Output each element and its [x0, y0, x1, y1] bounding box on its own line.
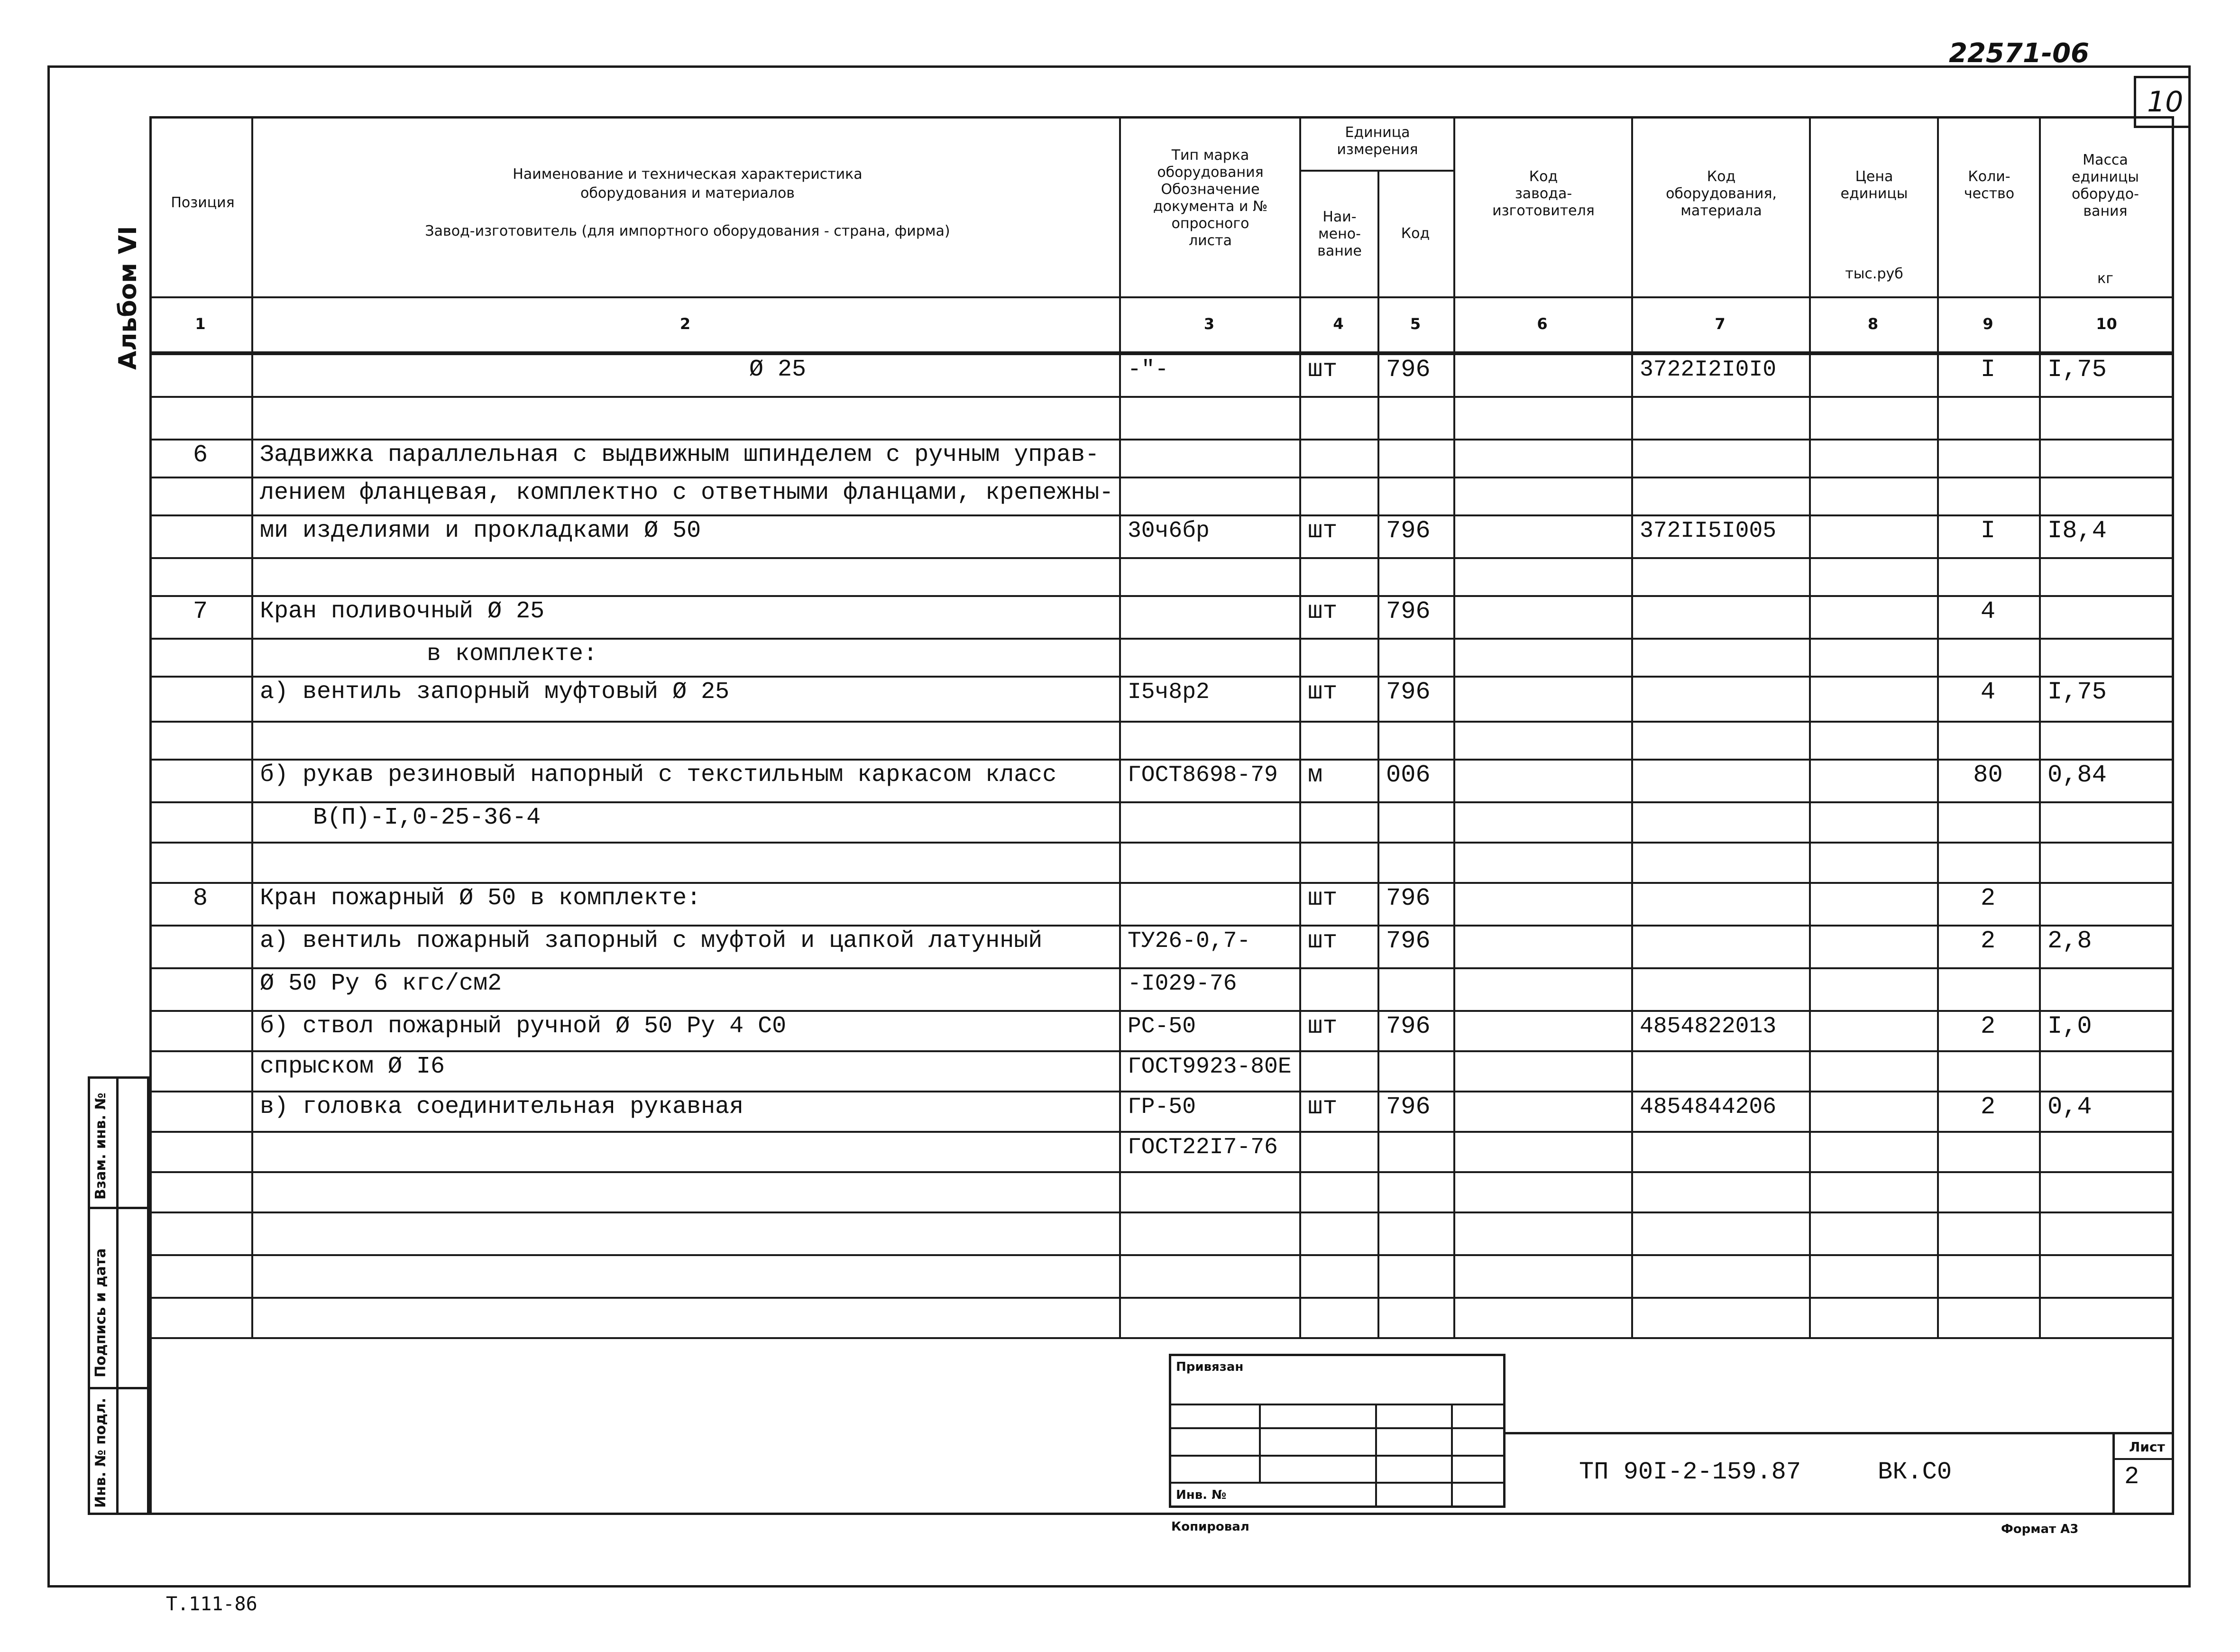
row-unit: шт [1308, 356, 1338, 384]
column-line [2039, 116, 2041, 1337]
column-line [1299, 116, 1301, 1337]
row-line [149, 1010, 2174, 1012]
row-line [149, 676, 2174, 678]
column-number: 3 [1203, 315, 1215, 333]
row-type: -I029-76 [1128, 971, 1237, 997]
row-line [149, 882, 2174, 884]
row-name: лением фланцевая, комплектно с ответными фланцами, крепежны- [260, 479, 1114, 506]
row-equipment-code: 4854822013 [1640, 1014, 1777, 1039]
stamp-line [1506, 1432, 2174, 1434]
header-position: Позиция [171, 194, 235, 211]
column-number: 6 [1537, 315, 1548, 333]
row-mass: I,75 [2047, 678, 2107, 706]
column-line [1631, 116, 1633, 1337]
row-line [149, 477, 2174, 478]
row-type: ГОСТ9923-80Е [1128, 1054, 1292, 1080]
doc-code: ТП 90I-2-159.87 [1579, 1458, 1801, 1486]
row-equipment-code: 3722I2I0I0 [1640, 357, 1777, 383]
row-unit: шт [1308, 517, 1338, 545]
row-type: ТУ26-0,7- [1128, 928, 1251, 954]
row-line [149, 1297, 2174, 1299]
side-stamp-line [88, 1207, 149, 1209]
header-mass-unit: кг [2097, 270, 2113, 287]
header-quantity: Коли- чество [1964, 168, 2015, 202]
row-name: Ø 50 Ру 6 кгс/см2 [260, 970, 502, 997]
row-equipment-code: 372II5I005 [1640, 518, 1777, 544]
header-name-line2: оборудования и материалов [580, 185, 795, 202]
row-mass: I,0 [2047, 1012, 2092, 1040]
row-line [149, 638, 2174, 640]
row-name: б) ствол пожарный ручной Ø 50 Ру 4 С0 [260, 1013, 787, 1040]
row-name: а) вентиль запорный муфтовый Ø 25 [260, 679, 730, 706]
row-name: В(П)-I,0-25-36-4 [313, 804, 541, 831]
stamp-line [1169, 1482, 1506, 1484]
column-number: 2 [679, 315, 691, 333]
inv-no-label: Инв. № [1176, 1488, 1227, 1502]
row-type: ГОСТ8698-79 [1128, 762, 1278, 788]
header-mass: Масса единицы оборудо- вания [2072, 152, 2139, 220]
row-line [149, 925, 2174, 927]
side-stamp-divider [116, 1076, 119, 1515]
row-unit-code: 796 [1386, 1093, 1431, 1121]
column-number: 7 [1715, 315, 1726, 333]
header-type: Тип марка оборудования Обозначение документа и № опросного листа [1153, 147, 1268, 249]
row-line [149, 967, 2174, 969]
row-line [149, 1171, 2174, 1173]
row-quantity: I [1980, 356, 1996, 384]
row-quantity: I [1980, 517, 1996, 545]
row-line [149, 595, 2174, 597]
column-line [1377, 171, 1379, 1337]
row-line [149, 396, 2174, 398]
row-equipment-code: 4854844206 [1640, 1094, 1777, 1120]
row-quantity: 2 [1980, 927, 1996, 955]
row-mass: I,75 [2047, 356, 2107, 384]
row-mass: I8,4 [2047, 517, 2107, 545]
column-number: 9 [1983, 315, 1993, 333]
column-number: 5 [1410, 315, 1421, 333]
sheet-number: 2 [2124, 1463, 2139, 1491]
row-unit-code: 006 [1386, 761, 1431, 789]
row-unit-code: 796 [1386, 597, 1431, 625]
row-name: Задвижка параллельная с выдвижным шпинделем с ручным управ- [260, 441, 1100, 468]
row-position: 7 [193, 597, 208, 625]
row-line [149, 759, 2174, 761]
row-line [149, 721, 2174, 723]
row-line [149, 1091, 2174, 1092]
doc-number: 22571-06 [1949, 38, 2089, 69]
header-price: Цена единицы [1840, 168, 1908, 202]
unit-group-line [1299, 170, 1453, 172]
row-unit-code: 796 [1386, 927, 1431, 955]
privyazan-label: Привязан [1176, 1360, 1244, 1374]
side-label-vzam: Взам. инв. № [92, 1092, 109, 1200]
column-number: 4 [1333, 315, 1344, 333]
stamp-vline [1375, 1404, 1377, 1505]
column-number: 8 [1867, 315, 1879, 333]
row-line [149, 842, 2174, 844]
section-code: ВК.С0 [1878, 1458, 1952, 1486]
header-plant-code: Код завода- изготовителя [1492, 168, 1595, 219]
row-name: в комплекте: [427, 641, 598, 668]
side-label-inv-podl: Инв. № подл. [92, 1397, 109, 1508]
row-name: Кран поливочный Ø 25 [260, 598, 545, 625]
row-line [149, 1050, 2174, 1052]
row-unit-code: 796 [1386, 517, 1431, 545]
form-code: Т.111-86 [166, 1593, 257, 1615]
row-line [149, 439, 2174, 441]
row-quantity: 4 [1980, 678, 1996, 706]
page-mark: 10 [2147, 85, 2184, 119]
row-mass: 0,4 [2047, 1093, 2092, 1121]
privyazan-block [1169, 1354, 1506, 1508]
row-name: в) головка соединительная рукавная [260, 1093, 744, 1120]
row-unit: м [1308, 761, 1323, 789]
row-line [149, 1254, 2174, 1256]
album-label: Альбом VI [114, 226, 142, 370]
row-unit-code: 796 [1386, 884, 1431, 912]
row-quantity: 4 [1980, 597, 1996, 625]
column-line [1809, 116, 1811, 1337]
stamp-vline [1259, 1404, 1261, 1482]
side-stamp-line [88, 1387, 149, 1389]
header-price-unit: тыс.руб [1845, 266, 1903, 282]
stamp-line [1169, 1455, 1506, 1457]
row-position: 6 [193, 441, 208, 469]
row-name: спрыском Ø I6 [260, 1053, 445, 1080]
column-line [251, 116, 253, 1337]
row-type: -"- [1128, 357, 1169, 383]
row-unit: шт [1308, 927, 1338, 955]
stamp-line [1169, 1404, 1506, 1405]
header-unit-group: Единица измерения [1337, 124, 1418, 158]
row-quantity: 2 [1980, 884, 1996, 912]
header-unit-code: Код [1401, 225, 1430, 242]
header-unit-name: Наи- мено- вание [1317, 209, 1362, 259]
row-line [149, 296, 2174, 298]
row-name: б) рукав резиновый напорный с текстильным каркасом класс [260, 762, 1057, 789]
format-label: Формат А3 [2001, 1522, 2079, 1536]
row-type: I5ч8р2 [1128, 679, 1210, 705]
row-unit: шт [1308, 678, 1338, 706]
row-line [149, 557, 2174, 559]
row-name: Кран пожарный Ø 50 в комплекте: [260, 885, 701, 912]
header-equip-code: Код оборудования, материала [1666, 168, 1777, 219]
column-number: 10 [2096, 315, 2117, 333]
row-unit: шт [1308, 884, 1338, 912]
column-number: 1 [195, 315, 206, 333]
row-type: 30ч6бр [1128, 518, 1210, 544]
header-name-line3: Завод-изготовитель (для импортного оборудования - страна, фирма) [425, 223, 950, 239]
row-name: Ø 25 [749, 356, 807, 383]
column-line [1453, 116, 1455, 1337]
row-type: ГОСТ22I7-76 [1128, 1135, 1278, 1160]
row-quantity: 80 [1973, 761, 2003, 789]
row-type: РС-50 [1128, 1014, 1196, 1039]
row-type: ГР-50 [1128, 1094, 1196, 1120]
stamp-line [1169, 1427, 1506, 1429]
stamp-vline [1451, 1404, 1453, 1505]
row-quantity: 2 [1980, 1093, 1996, 1121]
sheet-box-line [2112, 1458, 2174, 1460]
row-line [149, 351, 2174, 355]
row-unit: шт [1308, 1012, 1338, 1040]
sheet-label: Лист [2129, 1439, 2165, 1455]
row-unit-code: 796 [1386, 1012, 1431, 1040]
row-unit-code: 796 [1386, 356, 1431, 384]
row-mass: 2,8 [2047, 927, 2092, 955]
row-line [149, 514, 2174, 516]
row-unit: шт [1308, 597, 1338, 625]
row-line [149, 801, 2174, 803]
row-unit-code: 796 [1386, 678, 1431, 706]
header-name-line1: Наименование и техническая характеристика [513, 166, 863, 183]
side-label-podpis: Подпись и дата [92, 1248, 109, 1377]
copied-label: Копировал [1171, 1520, 1249, 1534]
row-name: а) вентиль пожарный запорный с муфтой и цапкой латунный [260, 927, 1043, 954]
row-unit: шт [1308, 1093, 1338, 1121]
row-line [149, 1211, 2174, 1213]
row-position: 8 [193, 884, 208, 912]
row-line [149, 1131, 2174, 1133]
row-line [149, 1337, 2174, 1339]
row-name: ми изделиями и прокладками Ø 50 [260, 517, 701, 544]
column-line [1119, 116, 1121, 1337]
row-quantity: 2 [1980, 1012, 1996, 1040]
column-line [1937, 116, 1939, 1337]
row-mass: 0,84 [2047, 761, 2107, 789]
